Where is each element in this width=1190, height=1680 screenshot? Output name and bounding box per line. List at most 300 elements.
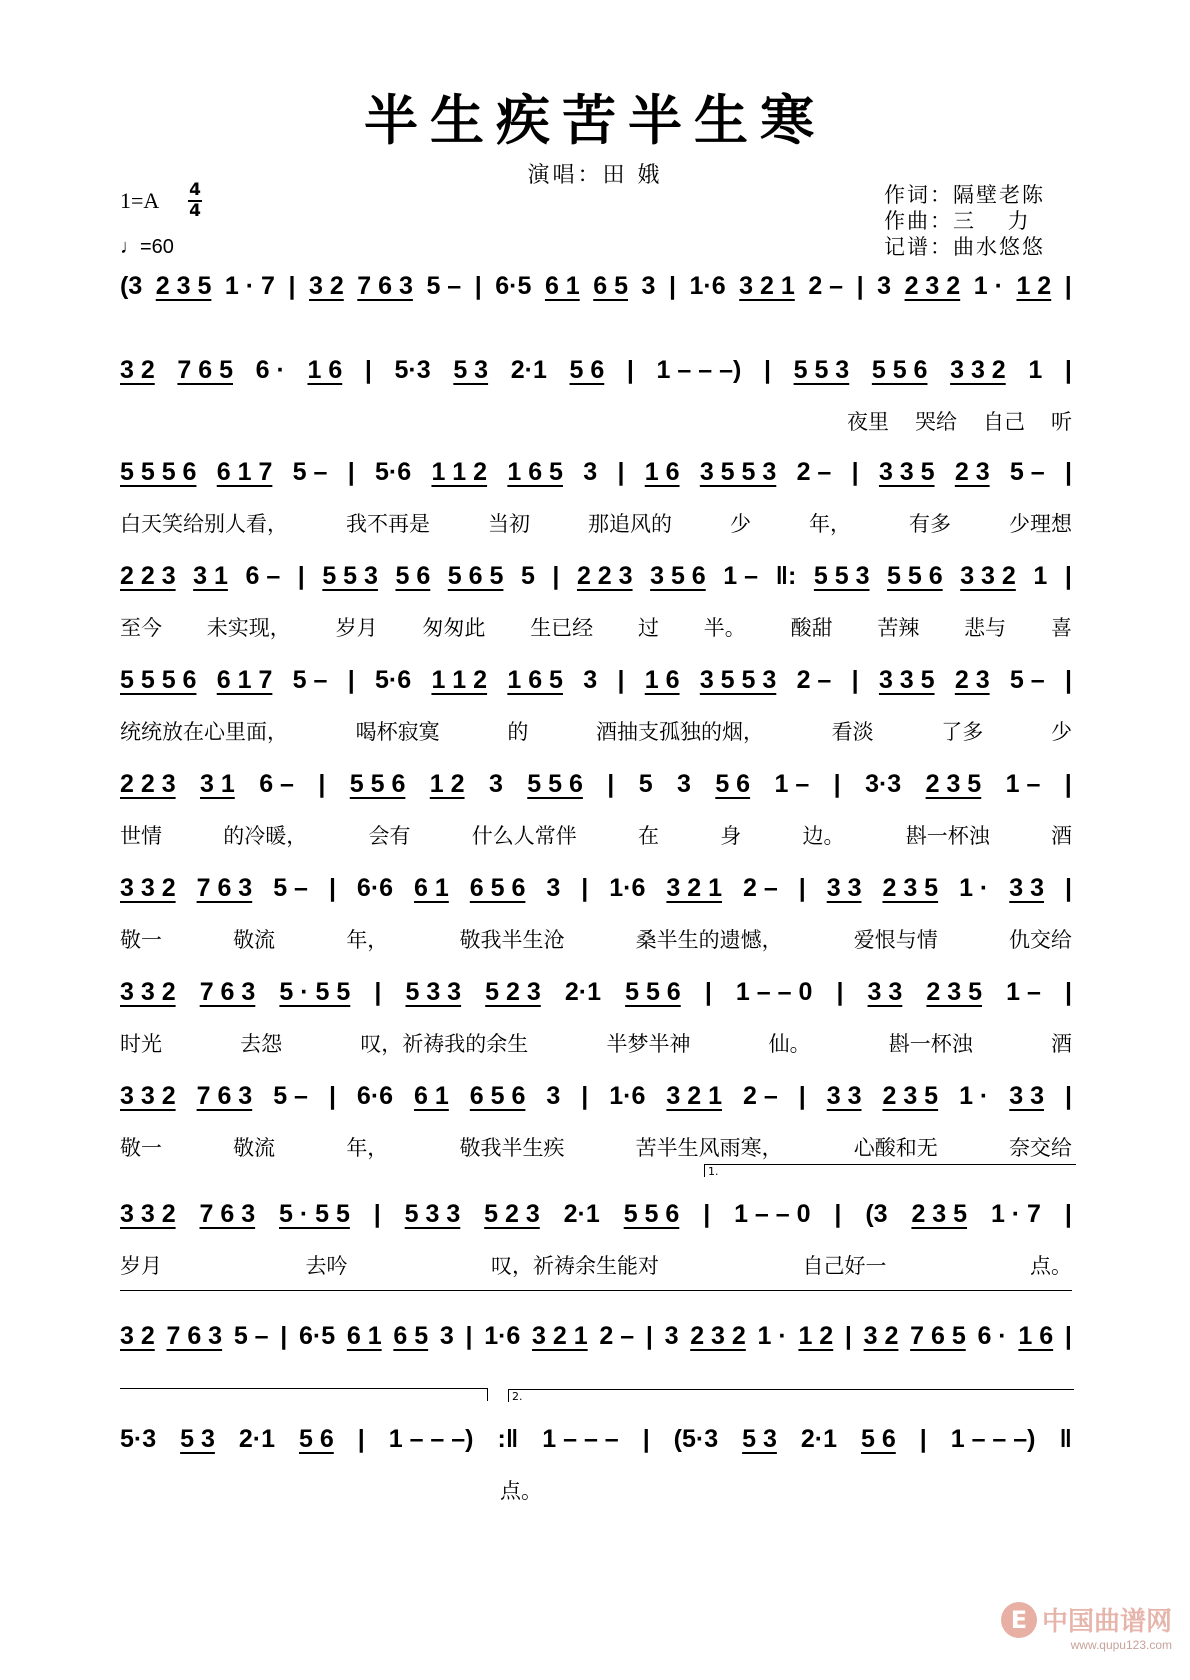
- notes-line: [120, 666, 1072, 695]
- site-url: www.qupu123.com: [1070, 1638, 1172, 1652]
- lyric-text: 了多: [941, 720, 984, 744]
- note-group: 3: [677, 770, 691, 798]
- note-group: 5 5 5 6: [120, 458, 197, 486]
- note-group: 6 ·: [977, 1322, 1007, 1350]
- lyric-text: 苦半生风雨寒，: [635, 1136, 783, 1160]
- note-group: 3 3 5: [878, 666, 935, 694]
- time-signature-top: 4: [189, 180, 201, 200]
- note-group: 5 6: [299, 1425, 334, 1453]
- lyric-text: 敬我半生沧: [459, 928, 565, 952]
- volta-bracket-continuation: [120, 1388, 488, 1401]
- note-group: 2 –: [599, 1322, 635, 1350]
- barline: |: [1064, 562, 1072, 590]
- lyrics-line: [120, 716, 1072, 746]
- note-group: 2 3 5: [155, 272, 212, 300]
- note-group: 3 2: [120, 1322, 155, 1350]
- volta-bracket: 1.: [704, 1164, 1076, 1177]
- note-group: (5·3: [673, 1425, 719, 1453]
- note-group: 7 6 3: [199, 1200, 256, 1228]
- barline: |: [347, 458, 355, 486]
- lyric-text: 心酸和无: [853, 1136, 938, 1160]
- lyric-text: 奈交给: [1008, 1136, 1072, 1160]
- barline: |: [1064, 356, 1072, 384]
- lyric-text: 年，: [346, 1136, 389, 1160]
- barline: |: [552, 562, 560, 590]
- barline: |: [1064, 666, 1072, 694]
- notes-line: [120, 272, 1072, 301]
- note-group: 1 ·: [959, 1082, 989, 1110]
- lyric-text: 边。: [802, 824, 845, 848]
- note-group: 5 –: [292, 458, 328, 486]
- note-group: 3 5 5 3: [699, 666, 777, 694]
- note-group: 5: [520, 562, 535, 590]
- lyric-text: 自己好一: [802, 1254, 887, 1278]
- note-group: 3: [546, 874, 561, 902]
- note-group: 6 –: [259, 770, 294, 798]
- barline: |: [1064, 770, 1072, 798]
- note-group: 3 3: [1009, 874, 1044, 902]
- lyric-text: 白天笑给别人看，: [120, 512, 288, 536]
- barline: |: [703, 1200, 711, 1228]
- note-group: 1 1 2: [431, 458, 488, 486]
- lyric-text: 敬流: [233, 928, 276, 952]
- note-group: 1·6: [689, 272, 726, 300]
- note-group: 3 3 2: [120, 1082, 176, 1110]
- barline: ‖: [1059, 1425, 1072, 1453]
- barline: |: [851, 458, 859, 486]
- time-signature: [188, 182, 202, 220]
- note-group: 2 3: [954, 458, 990, 486]
- barline: |: [1064, 272, 1072, 300]
- lyric-text: 看淡: [831, 720, 874, 744]
- barline: |: [1064, 1322, 1072, 1350]
- note-group: 6 5: [393, 1322, 429, 1350]
- note-group: 1 – – 0: [734, 1200, 811, 1228]
- note-group: 5 5 6: [623, 1200, 680, 1228]
- lyrics-line: [120, 924, 1072, 954]
- note-group: 1 –: [1006, 978, 1041, 1006]
- lyrics-line: [120, 1132, 1072, 1162]
- note-group: 1 · 7: [224, 272, 275, 300]
- note-group: 6 1: [544, 272, 580, 300]
- note-group: 2 3 5: [926, 978, 983, 1006]
- barline: |: [297, 562, 305, 590]
- lyric-text: 有多: [909, 512, 951, 536]
- note-group: 3·3: [865, 770, 902, 798]
- note-group: 6 5: [593, 272, 628, 300]
- note-group: 2 –: [796, 666, 832, 694]
- notes-line: [120, 978, 1072, 1007]
- note-group: 1: [1028, 356, 1043, 384]
- lyric-text: 的: [507, 720, 529, 744]
- note-group: 6·6: [356, 874, 394, 902]
- lyric-text: 敬一: [120, 928, 162, 952]
- note-group: 6 1 7: [216, 666, 273, 694]
- notes-line: [120, 1322, 1072, 1351]
- note-group: 5 –: [233, 1322, 269, 1350]
- barline: |: [798, 1082, 806, 1110]
- note-group: 1 1 2: [431, 666, 488, 694]
- note-group: 1: [1033, 562, 1048, 590]
- barline: |: [856, 272, 864, 300]
- note-group: 3: [488, 770, 503, 798]
- note-group: 1·6: [609, 1082, 646, 1110]
- lyric-text: 去怨: [240, 1032, 283, 1056]
- lyric-text: 酸甜: [790, 616, 833, 640]
- barline: |: [617, 666, 625, 694]
- lyric-text: 哭给: [915, 410, 957, 434]
- barline: |: [374, 978, 382, 1006]
- lyrics-line: [120, 406, 1072, 436]
- note-group: 1 –: [1005, 770, 1041, 798]
- note-group: 3 2 1: [666, 1082, 722, 1110]
- notes-line: [120, 458, 1072, 487]
- lyric-text: 叹，祈祷余生能对: [491, 1254, 659, 1278]
- note-group: 5 2 3: [484, 1200, 540, 1228]
- note-group: 5 6: [569, 356, 605, 384]
- note-group: 5 6 5: [447, 562, 504, 590]
- note-group: 3: [439, 1322, 454, 1350]
- note-group: 2 –: [742, 1082, 778, 1110]
- note-group: 2 3 5: [925, 770, 982, 798]
- note-group: 5 –: [1009, 458, 1045, 486]
- lyric-text: 夜里: [847, 410, 889, 434]
- lyricist-credit: 作词：隔壁老陈: [884, 183, 1045, 207]
- note-group: 2 –: [742, 874, 778, 902]
- lyric-text: 世情: [120, 824, 162, 848]
- note-group: 2·1: [564, 978, 602, 1006]
- lyric-text: 叹，祈祷我的余生: [360, 1032, 529, 1056]
- note-group: 5 2 3: [485, 978, 541, 1006]
- note-group: 1 – – –: [542, 1425, 619, 1453]
- note-group: 3 3 2: [960, 562, 1016, 590]
- note-group: 5 3: [180, 1425, 215, 1453]
- barline: |: [288, 272, 296, 300]
- note-group: 5 · 5 5: [279, 1200, 350, 1228]
- lyrics-line: [120, 1250, 1072, 1280]
- note-group: 6 1: [414, 874, 449, 902]
- lyric-text: 半梦半神: [606, 1032, 691, 1056]
- lyric-text: 桑半生的遗憾，: [635, 928, 783, 952]
- note-group: 3: [664, 1322, 679, 1350]
- lyric-text: 那追风的: [588, 512, 672, 536]
- note-group: 2·1: [800, 1425, 838, 1453]
- barline: |: [617, 458, 625, 486]
- lyrics-line: [120, 508, 1072, 538]
- lyric-text: 悲与: [964, 616, 1007, 640]
- note-group: 2 –: [796, 458, 832, 486]
- note-group: 5: [638, 770, 653, 798]
- credits-block: [884, 182, 1045, 260]
- note-group: 5 5 3: [793, 356, 850, 384]
- lyric-text: 去吟: [305, 1254, 348, 1278]
- lyric-text: 的冷暖，: [223, 824, 308, 848]
- note-group: 2 3 5: [882, 1082, 939, 1110]
- note-group: 3 3 2: [120, 978, 176, 1006]
- note-group: 1 – – 0: [735, 978, 813, 1006]
- note-group: 2 3 5: [882, 874, 939, 902]
- note-group: 1 6: [644, 666, 680, 694]
- note-group: 2 2 3: [576, 562, 633, 590]
- lyric-text: 喝杯寂寞: [355, 720, 440, 744]
- barline: |: [1064, 458, 1072, 486]
- note-group: 5·3: [394, 356, 431, 384]
- lyric-text: 生已经: [530, 616, 594, 640]
- lyric-text: 未实现，: [206, 616, 291, 640]
- song-title: 半生疾苦半生寒: [364, 88, 826, 152]
- note-group: 5 6: [715, 770, 751, 798]
- barline: |: [357, 1425, 365, 1453]
- barline: |: [364, 356, 372, 384]
- lyric-text: 酒: [1050, 1032, 1072, 1056]
- barline: |: [347, 666, 355, 694]
- note-group: 2 3: [954, 666, 990, 694]
- note-group: 6·5: [495, 272, 532, 300]
- note-group: 5 –: [292, 666, 328, 694]
- note-group: 3 3: [1009, 1082, 1044, 1110]
- note-group: 7 6 3: [196, 874, 253, 902]
- note-group: 3 3: [867, 978, 903, 1006]
- lyric-text: 会有: [368, 824, 411, 848]
- lyric-text: 在: [638, 824, 659, 848]
- note-group: 5 6: [395, 562, 431, 590]
- barline: ‖:: [775, 562, 797, 590]
- lyric-text: 爱恨与情: [853, 928, 938, 952]
- note-group: 5 5 5 6: [120, 666, 197, 694]
- lyric-text: 当初: [488, 512, 530, 536]
- lyric-text: 什么人常伴: [471, 824, 577, 848]
- note-group: 6 5 6: [469, 1082, 526, 1110]
- note-group: 1 – – –): [388, 1425, 474, 1453]
- barline: |: [645, 1322, 653, 1350]
- lyric-text: 年，: [346, 928, 389, 952]
- lyric-text: 听: [1051, 410, 1072, 434]
- note-group: 3 2 1: [666, 874, 722, 902]
- note-group: 7 6 3: [357, 272, 413, 300]
- notes-line: [120, 874, 1072, 903]
- notes-line: [120, 562, 1072, 591]
- barline: |: [581, 1082, 589, 1110]
- barline: |: [836, 978, 844, 1006]
- lyric-text: 少: [730, 512, 751, 536]
- lyric-text: 喜: [1050, 616, 1072, 640]
- note-group: 5 –: [1009, 666, 1045, 694]
- note-group: 2 3 2: [904, 272, 961, 300]
- note-group: 1 6: [644, 458, 680, 486]
- barline: |: [280, 1322, 288, 1350]
- note-group: 1 6: [307, 356, 343, 384]
- note-group: 5 5 3: [813, 562, 870, 590]
- barline: |: [834, 1200, 842, 1228]
- barline: |: [581, 874, 589, 902]
- tempo-marking: ♩=60: [120, 236, 174, 258]
- note-group: 5 3 3: [405, 978, 462, 1006]
- lyrics-line: [120, 612, 1072, 642]
- note-group: 3 5 6: [650, 562, 706, 590]
- note-group: 3 5 5 3: [699, 458, 777, 486]
- note-group: 5·6: [375, 666, 412, 694]
- note-group: 6 1: [414, 1082, 449, 1110]
- note-group: 2 2 3: [120, 562, 176, 590]
- note-group: 6 1 7: [216, 458, 273, 486]
- note-group: 3 3: [826, 874, 862, 902]
- lyric-text: 岁月: [120, 1254, 162, 1278]
- time-signature-bottom: 4: [189, 201, 201, 221]
- key-signature: 1=A: [120, 188, 160, 213]
- barline: |: [833, 770, 841, 798]
- lyric-text: 身: [720, 824, 742, 848]
- lyric-text: 岁月: [335, 616, 378, 640]
- notes-line: [120, 1425, 1072, 1454]
- note-group: (3: [120, 272, 143, 300]
- note-group: 2·1: [510, 356, 547, 384]
- note-group: 3 2: [309, 272, 344, 300]
- note-group: 5 –: [273, 1082, 308, 1110]
- barline: |: [1064, 874, 1072, 902]
- composer-credit: 作曲：三 力: [884, 209, 1031, 233]
- note-group: 1 – – –): [950, 1425, 1036, 1453]
- note-group: 6 1: [346, 1322, 382, 1350]
- lyric-text: 酒: [1051, 824, 1072, 848]
- lyric-text: 敬一: [120, 1136, 162, 1160]
- note-group: 5 –: [273, 874, 308, 902]
- lyric-text: 敬流: [233, 1136, 276, 1160]
- note-group: 1 –: [723, 562, 759, 590]
- lyric-text: 我不再是: [346, 512, 430, 536]
- note-group: 2 3 5: [911, 1200, 968, 1228]
- note-group: 7 6 5: [177, 356, 234, 384]
- note-group: 5 5 6: [887, 562, 943, 590]
- note-group: 6·6: [356, 1082, 394, 1110]
- lyrics-line: [120, 820, 1072, 850]
- lyric-text: 酒抽支孤独的烟，: [595, 720, 764, 744]
- note-group: 1·6: [484, 1322, 521, 1350]
- section-divider: [120, 1290, 1072, 1291]
- lyrics-line: [120, 1028, 1072, 1058]
- lyric-text: 时光: [120, 1032, 162, 1056]
- barline: |: [1064, 1200, 1072, 1228]
- notes-line: [120, 770, 1072, 799]
- barline: |: [328, 874, 336, 902]
- barline: |: [844, 1322, 852, 1350]
- barline: |: [798, 874, 806, 902]
- lyric-text: 苦辣: [877, 616, 920, 640]
- note-group: 5 5 3: [322, 562, 378, 590]
- note-group: 5 3: [453, 356, 489, 384]
- note-group: 2 2 3: [120, 770, 176, 798]
- note-group: 3 3 2: [950, 356, 1006, 384]
- note-group: 3 2 1: [739, 272, 795, 300]
- note-group: 7 6 3: [166, 1322, 223, 1350]
- note-group: 1 6 5: [507, 666, 563, 694]
- note-group: 3 3: [826, 1082, 862, 1110]
- note-group: 5 · 5 5: [279, 978, 351, 1006]
- note-group: 6 –: [245, 562, 281, 590]
- lyric-text: 匆匆此: [422, 616, 486, 640]
- lyric-text: 年，: [809, 512, 851, 536]
- note-group: 2·1: [238, 1425, 276, 1453]
- barline: |: [465, 1322, 473, 1350]
- note-group: 3: [641, 272, 656, 300]
- note-group: 3 3 2: [120, 1200, 176, 1228]
- note-group: 5·6: [375, 458, 412, 486]
- note-group: 1 2: [429, 770, 465, 798]
- barline: |: [318, 770, 326, 798]
- note-group: 3 2: [863, 1322, 899, 1350]
- note-group: 5 –: [426, 272, 462, 300]
- note-group: 1 2: [798, 1322, 834, 1350]
- lyric-text: 少: [1050, 720, 1072, 744]
- note-group: 6 5 6: [469, 874, 526, 902]
- note-group: 7 6 5: [910, 1322, 966, 1350]
- barline: |: [373, 1200, 381, 1228]
- note-group: 3: [583, 458, 598, 486]
- barline: |: [704, 978, 712, 1006]
- note-group: 5 5 6: [527, 770, 583, 798]
- note-group: 3 2: [120, 356, 155, 384]
- site-logo-icon: E: [1001, 1602, 1037, 1638]
- note-group: 1 ·: [757, 1322, 787, 1350]
- note-group: 5 5 6: [871, 356, 928, 384]
- note-group: 3 3 5: [878, 458, 935, 486]
- barline: :‖: [497, 1425, 519, 1453]
- site-name: 中国曲谱网: [1041, 1607, 1172, 1637]
- note-group: 1 6 5: [507, 458, 563, 486]
- note-group: 7 6 3: [199, 978, 256, 1006]
- barline: |: [763, 356, 771, 384]
- lyric-text: 点。: [1030, 1254, 1072, 1278]
- lyric-text: 少理想: [1009, 512, 1072, 536]
- note-group: 1 –: [774, 770, 810, 798]
- barline: |: [328, 1082, 336, 1110]
- notes-line: [120, 1082, 1072, 1111]
- note-group: 3 1: [200, 770, 235, 798]
- note-group: 5 5 6: [625, 978, 681, 1006]
- transcriber-credit: 记谱：曲水悠悠: [884, 235, 1045, 259]
- lyric-text: 仇交给: [1008, 928, 1072, 952]
- note-group: 1 ·: [973, 272, 1003, 300]
- note-group: 1 ·: [959, 874, 989, 902]
- note-group: 5 3: [742, 1425, 777, 1453]
- note-group: 3 2 1: [532, 1322, 588, 1350]
- singer-credit: 演唱：田 娥: [527, 163, 663, 188]
- barline: |: [626, 356, 634, 384]
- note-group: 5 6: [861, 1425, 896, 1453]
- barline: |: [474, 272, 482, 300]
- note-group: 3: [546, 1082, 561, 1110]
- note-group: 2 3 2: [690, 1322, 746, 1350]
- note-group: 5 3 3: [404, 1200, 461, 1228]
- note-group: 3: [583, 666, 598, 694]
- notes-line: [120, 1200, 1072, 1229]
- barline: |: [642, 1425, 650, 1453]
- note-group: 1·6: [609, 874, 646, 902]
- lyric-text: 过: [637, 616, 659, 640]
- note-group: 3 3 2: [120, 874, 176, 902]
- lyric-text: 统统放在心里面，: [120, 720, 288, 744]
- note-group: 2·1: [563, 1200, 600, 1228]
- barline: |: [1064, 1082, 1072, 1110]
- note-group: (3: [865, 1200, 888, 1228]
- note-group: 5 5 6: [349, 770, 406, 798]
- lyric-text: 敬我半生疾: [459, 1136, 565, 1160]
- note-group: 3: [877, 272, 892, 300]
- note-group: 6·5: [299, 1322, 336, 1350]
- notes-line: [120, 356, 1072, 385]
- barline: |: [919, 1425, 927, 1453]
- lyric-text: 仙。: [768, 1032, 811, 1056]
- note-group: 2 –: [808, 272, 844, 300]
